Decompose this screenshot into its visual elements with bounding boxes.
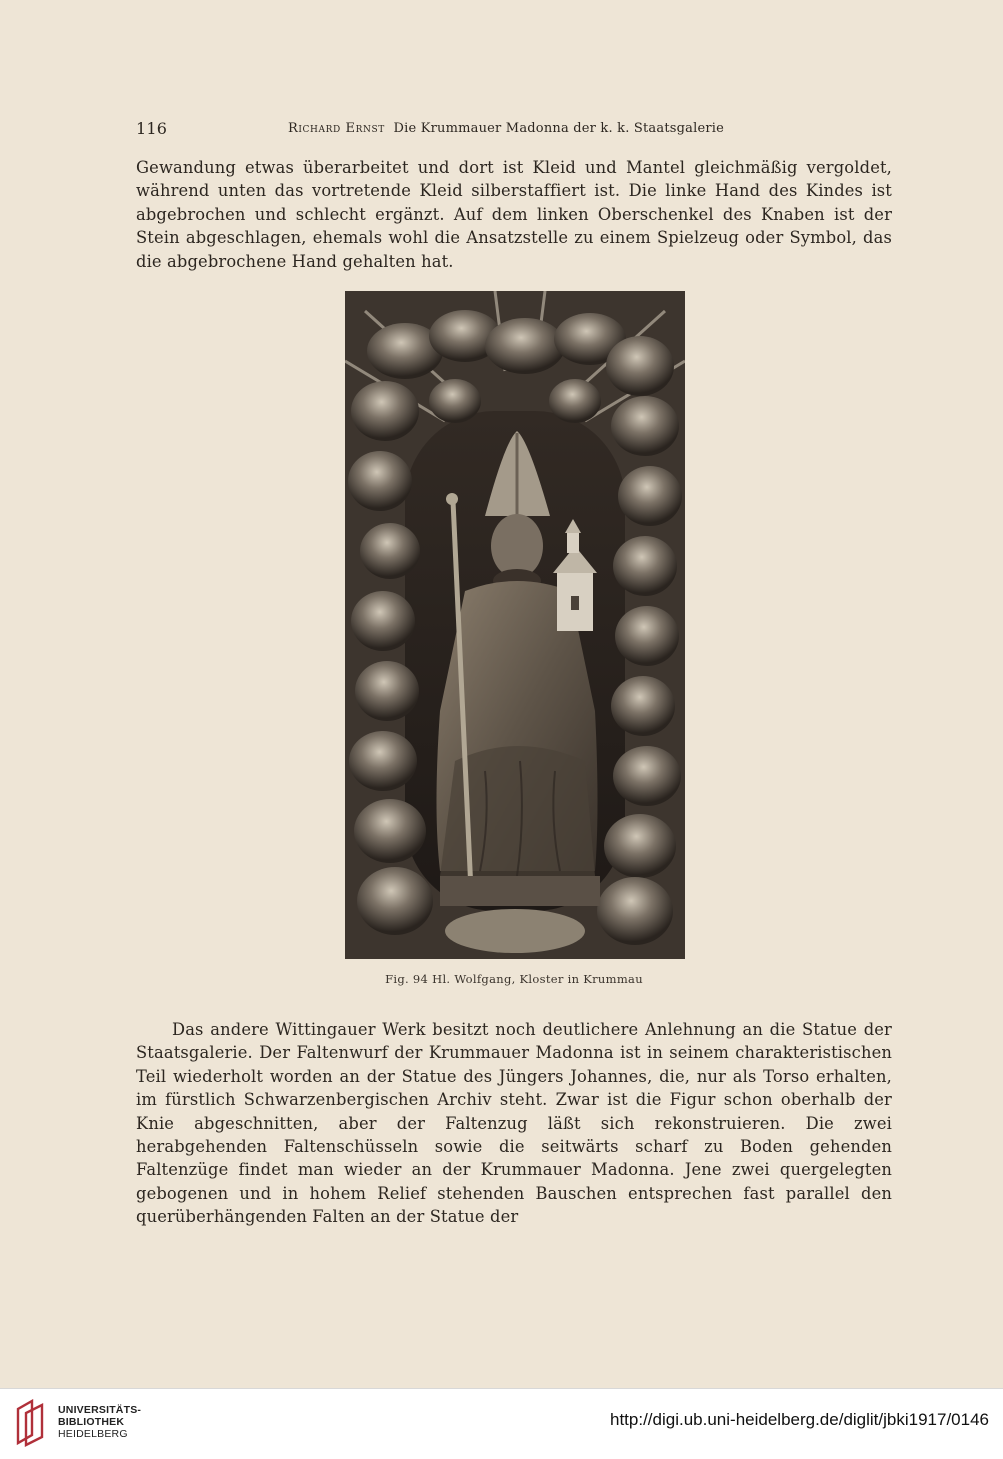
figure-caption: Fig. 94 Hl. Wolfgang, Kloster in Krummau	[385, 972, 643, 986]
page-number: 116	[136, 119, 168, 138]
figure-photo-st-wolfgang	[345, 291, 685, 959]
paragraph-2: Das andere Wittingauer Werk besitzt noch deutlichere Anlehnung an die Statue der Staatsgalerie. Der Faltenwurf der Krummauer Madonna ist in seinem charakteristischen Teil wiederholt worden an der Statue des Jüngers Johannes, die, nur als Torso erhalten, im fürstlich Schwarzenbergischen Archiv steht. Zwar ist die Figur schon oberhalb der Knie abgeschnitten, aber der Faltenzug läßt sich rekonstruieren. Die zwei herabgehenden Faltenschüsseln sowie die seitwärts scharf zu Boden gehenden Faltenzüge findet man wieder an der Krummauer Madonna. Jene zwei quergelegten gebogenen und in hohem Relief stehenden Bauschen entsprechen fast parallel den querüberhängenden Falten an der Statue der	[136, 1020, 892, 1227]
library-name-line1: UNIVERSITÄTS-	[58, 1404, 142, 1416]
permalink-url[interactable]: http://digi.ub.uni-heidelberg.de/diglit/jbki1917/0146	[610, 1410, 989, 1429]
library-name-line3: HEIDELBERG	[58, 1428, 128, 1440]
page-header	[136, 119, 892, 141]
running-head	[288, 121, 724, 136]
library-logo-icon	[12, 1399, 52, 1447]
statue-photo-illustration	[345, 291, 685, 959]
running-head-title: Die Krummauer Madonna der k. k. Staatsgalerie	[393, 121, 725, 136]
running-head-author: Richard Ernst	[288, 121, 385, 136]
library-name	[58, 1404, 141, 1440]
digitization-footer	[0, 1388, 1003, 1459]
paragraph-1: Gewandung etwas überarbeitet und dort ist Kleid und Mantel gleichmäßig vergoldet, während unten das vortretende Kleid silberstaffiert ist. Die linke Hand des Kindes ist abgebrochen und schlecht ergänzt. Auf dem linken Oberschenkel des Knaben ist der Stein abgeschlagen, ehemals wohl die Ansatzstelle zu einem Spielzeug oder Symbol, das die abgebrochene Hand gehalten hat.	[136, 158, 892, 271]
library-name-line2: BIBLIOTHEK	[58, 1416, 125, 1428]
